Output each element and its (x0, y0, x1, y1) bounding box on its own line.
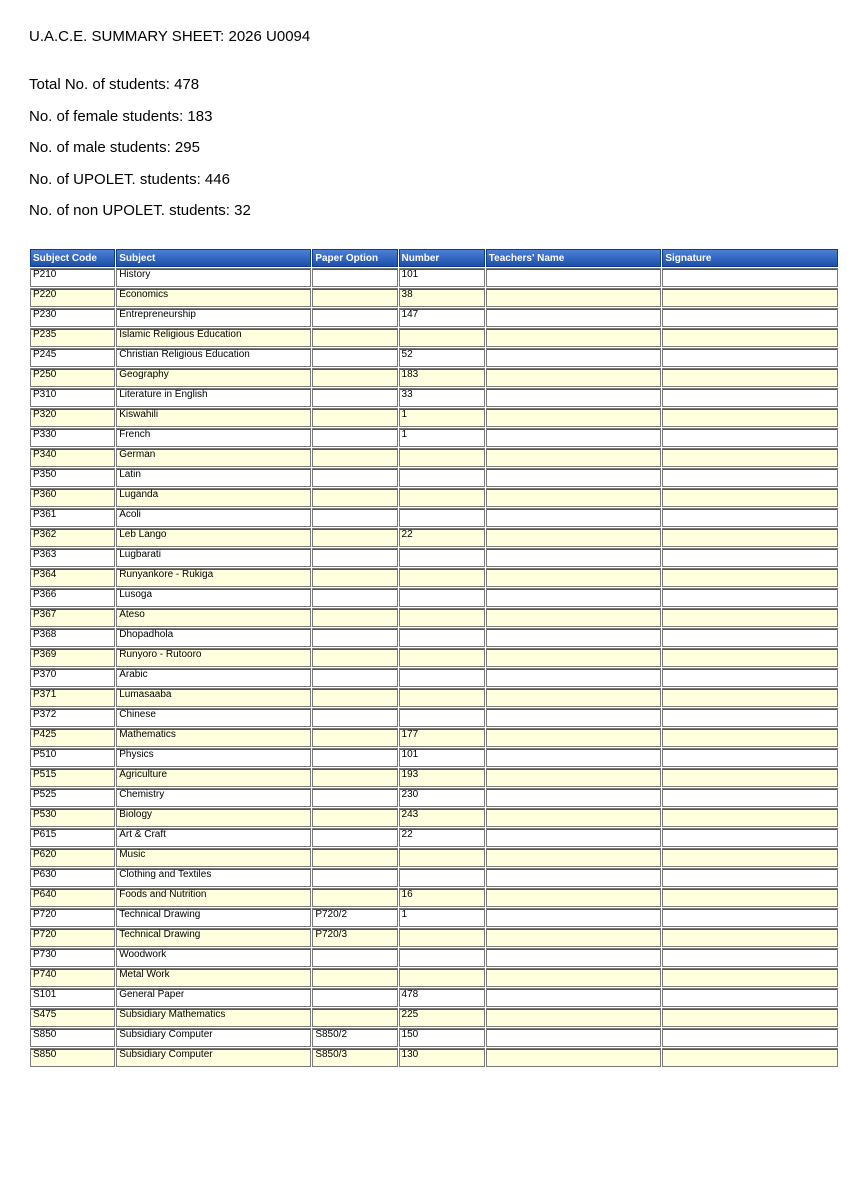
cell-subject: Kiswahili (116, 408, 311, 427)
table-row (30, 508, 838, 527)
cell-subject-code: P370 (30, 668, 115, 687)
cell-number: 147 (399, 308, 485, 327)
cell-subject: Economics (116, 288, 311, 307)
cell-paper-option (312, 588, 397, 607)
cell-paper-option (312, 288, 397, 307)
cell-subject: Dhopadhola (116, 628, 311, 647)
cell-number (399, 588, 485, 607)
cell-teachers-name[interactable] (486, 688, 662, 707)
header-number: Number (399, 249, 485, 267)
cell-teachers-name[interactable] (486, 828, 662, 847)
cell-subject: Arabic (116, 668, 311, 687)
cell-subject: Art & Craft (116, 828, 311, 847)
cell-teachers-name[interactable] (486, 628, 662, 647)
cell-number (399, 508, 485, 527)
cell-subject-code: P363 (30, 548, 115, 567)
cell-paper-option (312, 348, 397, 367)
cell-subject-code: P235 (30, 328, 115, 347)
cell-subject: Lugbarati (116, 548, 311, 567)
cell-subject: Technical Drawing (116, 908, 311, 927)
table-row (30, 628, 838, 647)
cell-signature[interactable] (662, 268, 838, 287)
cell-teachers-name[interactable] (486, 408, 662, 427)
cell-paper-option (312, 368, 397, 387)
cell-number: 16 (399, 888, 485, 907)
cell-paper-option: P720/2 (312, 908, 397, 927)
cell-subject: Islamic Religious Education (116, 328, 311, 347)
cell-subject: Ateso (116, 608, 311, 627)
cell-paper-option (312, 888, 397, 907)
cell-signature[interactable] (662, 1028, 838, 1047)
cell-teachers-name[interactable] (486, 928, 662, 947)
table-row (30, 488, 838, 507)
cell-paper-option (312, 308, 397, 327)
cell-teachers-name[interactable] (486, 888, 662, 907)
cell-paper-option (312, 468, 397, 487)
cell-signature[interactable] (662, 868, 838, 887)
cell-paper-option (312, 568, 397, 587)
cell-signature[interactable] (662, 508, 838, 527)
cell-number: 230 (399, 788, 485, 807)
cell-signature[interactable] (662, 968, 838, 987)
cell-signature[interactable] (662, 768, 838, 787)
cell-subject-code: P425 (30, 728, 115, 747)
stat-non-upolet-students: No. of non UPOLET. students: 32 (29, 202, 251, 219)
cell-subject: Chemistry (116, 788, 311, 807)
cell-signature[interactable] (662, 888, 838, 907)
cell-teachers-name[interactable] (486, 428, 662, 447)
cell-signature[interactable] (662, 588, 838, 607)
cell-subject: Music (116, 848, 311, 867)
cell-subject-code: P740 (30, 968, 115, 987)
cell-subject-code: S850 (30, 1048, 115, 1067)
cell-subject-code: P320 (30, 408, 115, 427)
table-row (30, 848, 838, 867)
cell-number: 243 (399, 808, 485, 827)
cell-subject: Luganda (116, 488, 311, 507)
cell-number (399, 448, 485, 467)
cell-number: 22 (399, 828, 485, 847)
cell-signature[interactable] (662, 668, 838, 687)
cell-subject-code: P369 (30, 648, 115, 667)
cell-subject: Acoli (116, 508, 311, 527)
cell-number: 177 (399, 728, 485, 747)
cell-paper-option (312, 808, 397, 827)
cell-subject-code: P361 (30, 508, 115, 527)
cell-subject-code: P510 (30, 748, 115, 767)
header-paper-option: Paper Option (312, 249, 397, 267)
cell-subject: Agriculture (116, 768, 311, 787)
table-row (30, 568, 838, 587)
cell-subject-code: P330 (30, 428, 115, 447)
cell-paper-option (312, 448, 397, 467)
cell-paper-option (312, 268, 397, 287)
cell-subject-code: P640 (30, 888, 115, 907)
cell-subject-code: P360 (30, 488, 115, 507)
cell-subject: French (116, 428, 311, 447)
cell-number: 1 (399, 408, 485, 427)
table-row (30, 648, 838, 667)
cell-subject-code: P367 (30, 608, 115, 627)
cell-teachers-name[interactable] (486, 1028, 662, 1047)
table-row (30, 988, 838, 1007)
cell-signature[interactable] (662, 328, 838, 347)
table-row (30, 288, 838, 307)
cell-paper-option (312, 628, 397, 647)
cell-subject-code: P250 (30, 368, 115, 387)
cell-teachers-name[interactable] (486, 668, 662, 687)
cell-number (399, 868, 485, 887)
cell-subject: Latin (116, 468, 311, 487)
cell-teachers-name[interactable] (486, 468, 662, 487)
table-row (30, 368, 838, 387)
table-body (30, 268, 838, 1067)
table-row (30, 728, 838, 747)
cell-signature[interactable] (662, 428, 838, 447)
cell-subject-code: S850 (30, 1028, 115, 1047)
cell-subject: Mathematics (116, 728, 311, 747)
cell-paper-option (312, 388, 397, 407)
cell-subject-code: P245 (30, 348, 115, 367)
cell-teachers-name[interactable] (486, 528, 662, 547)
table-row (30, 968, 838, 987)
cell-number: 193 (399, 768, 485, 787)
cell-teachers-name[interactable] (486, 1008, 662, 1027)
cell-paper-option (312, 688, 397, 707)
cell-teachers-name[interactable] (486, 608, 662, 627)
cell-teachers-name[interactable] (486, 988, 662, 1007)
cell-teachers-name[interactable] (486, 308, 662, 327)
cell-signature[interactable] (662, 788, 838, 807)
cell-paper-option (312, 728, 397, 747)
cell-subject: German (116, 448, 311, 467)
cell-subject: Foods and Nutrition (116, 888, 311, 907)
subject-summary-table (29, 248, 839, 1068)
table-row (30, 828, 838, 847)
cell-signature[interactable] (662, 948, 838, 967)
cell-signature[interactable] (662, 808, 838, 827)
cell-subject-code: S101 (30, 988, 115, 1007)
cell-subject: General Paper (116, 988, 311, 1007)
cell-subject: Woodwork (116, 948, 311, 967)
cell-paper-option: S850/3 (312, 1048, 397, 1067)
cell-number (399, 488, 485, 507)
table-row (30, 528, 838, 547)
cell-subject-code: P371 (30, 688, 115, 707)
cell-signature[interactable] (662, 1008, 838, 1027)
cell-subject: Leb Lango (116, 528, 311, 547)
header-subject-code: Subject Code (30, 249, 115, 267)
cell-subject: Runyoro - Rutooro (116, 648, 311, 667)
cell-subject: Literature in English (116, 388, 311, 407)
cell-signature[interactable] (662, 448, 838, 467)
cell-subject-code: P362 (30, 528, 115, 547)
cell-signature[interactable] (662, 468, 838, 487)
cell-teachers-name[interactable] (486, 968, 662, 987)
cell-subject-code: P310 (30, 388, 115, 407)
cell-teachers-name[interactable] (486, 588, 662, 607)
cell-signature[interactable] (662, 388, 838, 407)
cell-teachers-name[interactable] (486, 548, 662, 567)
table-header-row (30, 249, 838, 267)
cell-number: 183 (399, 368, 485, 387)
cell-teachers-name[interactable] (486, 368, 662, 387)
cell-signature[interactable] (662, 708, 838, 727)
cell-paper-option: S850/2 (312, 1028, 397, 1047)
cell-teachers-name[interactable] (486, 868, 662, 887)
stat-total-students: Total No. of students: 478 (29, 76, 200, 93)
cell-teachers-name[interactable] (486, 388, 662, 407)
cell-number (399, 648, 485, 667)
cell-teachers-name[interactable] (486, 808, 662, 827)
cell-signature[interactable] (662, 348, 838, 367)
cell-subject: Subsidiary Mathematics (116, 1008, 311, 1027)
cell-paper-option (312, 768, 397, 787)
table-row (30, 928, 838, 947)
cell-subject-code: P230 (30, 308, 115, 327)
cell-number: 225 (399, 1008, 485, 1027)
cell-number (399, 708, 485, 727)
cell-teachers-name[interactable] (486, 328, 662, 347)
cell-subject: Physics (116, 748, 311, 767)
cell-subject-code: P210 (30, 268, 115, 287)
table-row (30, 1048, 838, 1067)
cell-subject: History (116, 268, 311, 287)
cell-number: 101 (399, 748, 485, 767)
cell-signature[interactable] (662, 568, 838, 587)
cell-subject-code: P340 (30, 448, 115, 467)
table-row (30, 1008, 838, 1027)
table-row (30, 688, 838, 707)
student-stats (29, 76, 251, 234)
cell-paper-option (312, 848, 397, 867)
cell-paper-option (312, 428, 397, 447)
cell-number (399, 928, 485, 947)
cell-signature[interactable] (662, 628, 838, 647)
table-row (30, 748, 838, 767)
cell-number (399, 328, 485, 347)
cell-signature[interactable] (662, 928, 838, 947)
cell-number (399, 608, 485, 627)
cell-paper-option (312, 708, 397, 727)
cell-subject: Runyankore - Rukiga (116, 568, 311, 587)
cell-signature[interactable] (662, 528, 838, 547)
cell-signature[interactable] (662, 988, 838, 1007)
cell-number: 478 (399, 988, 485, 1007)
cell-signature[interactable] (662, 748, 838, 767)
cell-subject-code: P530 (30, 808, 115, 827)
cell-subject-code: P630 (30, 868, 115, 887)
cell-signature[interactable] (662, 488, 838, 507)
cell-subject-code: P372 (30, 708, 115, 727)
cell-paper-option (312, 608, 397, 627)
cell-subject-code: P730 (30, 948, 115, 967)
cell-paper-option (312, 828, 397, 847)
cell-signature[interactable] (662, 648, 838, 667)
cell-teachers-name[interactable] (486, 568, 662, 587)
cell-subject: Chinese (116, 708, 311, 727)
cell-number: 150 (399, 1028, 485, 1047)
table-row (30, 268, 838, 287)
cell-subject: Biology (116, 808, 311, 827)
cell-teachers-name[interactable] (486, 708, 662, 727)
cell-signature[interactable] (662, 408, 838, 427)
cell-teachers-name[interactable] (486, 268, 662, 287)
cell-paper-option (312, 948, 397, 967)
cell-signature[interactable] (662, 548, 838, 567)
cell-subject-code: P368 (30, 628, 115, 647)
cell-paper-option (312, 968, 397, 987)
cell-signature[interactable] (662, 848, 838, 867)
cell-paper-option (312, 328, 397, 347)
cell-subject-code: P220 (30, 288, 115, 307)
cell-paper-option: P720/3 (312, 928, 397, 947)
cell-subject-code: P364 (30, 568, 115, 587)
cell-teachers-name[interactable] (486, 448, 662, 467)
table-row (30, 1028, 838, 1047)
cell-signature[interactable] (662, 828, 838, 847)
cell-signature[interactable] (662, 728, 838, 747)
cell-paper-option (312, 488, 397, 507)
cell-number: 1 (399, 908, 485, 927)
cell-teachers-name[interactable] (486, 908, 662, 927)
cell-subject-code: P525 (30, 788, 115, 807)
table-row (30, 868, 838, 887)
table-row (30, 708, 838, 727)
table-row (30, 468, 838, 487)
cell-subject-code: P350 (30, 468, 115, 487)
cell-paper-option (312, 988, 397, 1007)
table-row (30, 448, 838, 467)
cell-teachers-name[interactable] (486, 848, 662, 867)
table-row (30, 808, 838, 827)
cell-subject-code: P720 (30, 908, 115, 927)
cell-paper-option (312, 648, 397, 667)
cell-subject: Metal Work (116, 968, 311, 987)
cell-number: 33 (399, 388, 485, 407)
cell-paper-option (312, 788, 397, 807)
cell-subject-code: P366 (30, 588, 115, 607)
cell-number: 22 (399, 528, 485, 547)
cell-signature[interactable] (662, 288, 838, 307)
cell-signature[interactable] (662, 1048, 838, 1067)
cell-teachers-name[interactable] (486, 748, 662, 767)
page-title: U.A.C.E. SUMMARY SHEET: 2026 U0094 (29, 28, 311, 45)
cell-subject-code: P620 (30, 848, 115, 867)
cell-signature[interactable] (662, 908, 838, 927)
cell-subject: Geography (116, 368, 311, 387)
cell-teachers-name[interactable] (486, 348, 662, 367)
cell-subject-code: P515 (30, 768, 115, 787)
table-row (30, 548, 838, 567)
stat-male-students: No. of male students: 295 (29, 139, 200, 156)
cell-paper-option (312, 1008, 397, 1027)
cell-teachers-name[interactable] (486, 948, 662, 967)
cell-number (399, 668, 485, 687)
cell-subject: Clothing and Textiles (116, 868, 311, 887)
cell-paper-option (312, 508, 397, 527)
cell-paper-option (312, 668, 397, 687)
cell-number: 38 (399, 288, 485, 307)
cell-subject: Subsidiary Computer (116, 1048, 311, 1067)
cell-paper-option (312, 748, 397, 767)
cell-number (399, 568, 485, 587)
cell-subject-code: S475 (30, 1008, 115, 1027)
table-row (30, 788, 838, 807)
stat-upolet-students: No. of UPOLET. students: 446 (29, 170, 230, 188)
cell-signature[interactable] (662, 308, 838, 327)
stat-female-students: No. of female students: 183 (29, 107, 213, 125)
cell-number (399, 848, 485, 867)
cell-paper-option (312, 548, 397, 567)
cell-number: 52 (399, 348, 485, 367)
cell-signature[interactable] (662, 688, 838, 707)
table-row (30, 588, 838, 607)
table-row (30, 428, 838, 447)
cell-teachers-name[interactable] (486, 1048, 662, 1067)
cell-subject-code: P720 (30, 928, 115, 947)
cell-number (399, 968, 485, 987)
cell-paper-option (312, 868, 397, 887)
cell-subject: Entrepreneurship (116, 308, 311, 327)
cell-subject: Technical Drawing (116, 928, 311, 947)
cell-teachers-name[interactable] (486, 508, 662, 527)
cell-number: 1 (399, 428, 485, 447)
cell-teachers-name[interactable] (486, 488, 662, 507)
table-row (30, 668, 838, 687)
cell-paper-option (312, 408, 397, 427)
table-row (30, 608, 838, 627)
cell-number: 101 (399, 268, 485, 287)
cell-teachers-name[interactable] (486, 288, 662, 307)
header-subject: Subject (116, 249, 311, 267)
table-row (30, 348, 838, 367)
cell-signature[interactable] (662, 368, 838, 387)
cell-number (399, 948, 485, 967)
table-row (30, 768, 838, 787)
cell-number (399, 688, 485, 707)
cell-subject: Lusoga (116, 588, 311, 607)
header-signature: Signature (662, 249, 838, 267)
cell-number (399, 548, 485, 567)
table-row (30, 408, 838, 427)
cell-teachers-name[interactable] (486, 648, 662, 667)
cell-subject: Lumasaaba (116, 688, 311, 707)
cell-teachers-name[interactable] (486, 768, 662, 787)
cell-subject: Christian Religious Education (116, 348, 311, 367)
cell-paper-option (312, 528, 397, 547)
cell-subject: Subsidiary Computer (116, 1028, 311, 1047)
table-row (30, 388, 838, 407)
table-row (30, 308, 838, 327)
cell-number: 130 (399, 1048, 485, 1067)
cell-teachers-name[interactable] (486, 788, 662, 807)
table-row (30, 888, 838, 907)
cell-subject-code: P615 (30, 828, 115, 847)
cell-number (399, 628, 485, 647)
table-row (30, 328, 838, 347)
cell-signature[interactable] (662, 608, 838, 627)
cell-teachers-name[interactable] (486, 728, 662, 747)
table-row (30, 908, 838, 927)
header-teachers-name: Teachers' Name (486, 249, 662, 267)
cell-number (399, 468, 485, 487)
table-row (30, 948, 838, 967)
